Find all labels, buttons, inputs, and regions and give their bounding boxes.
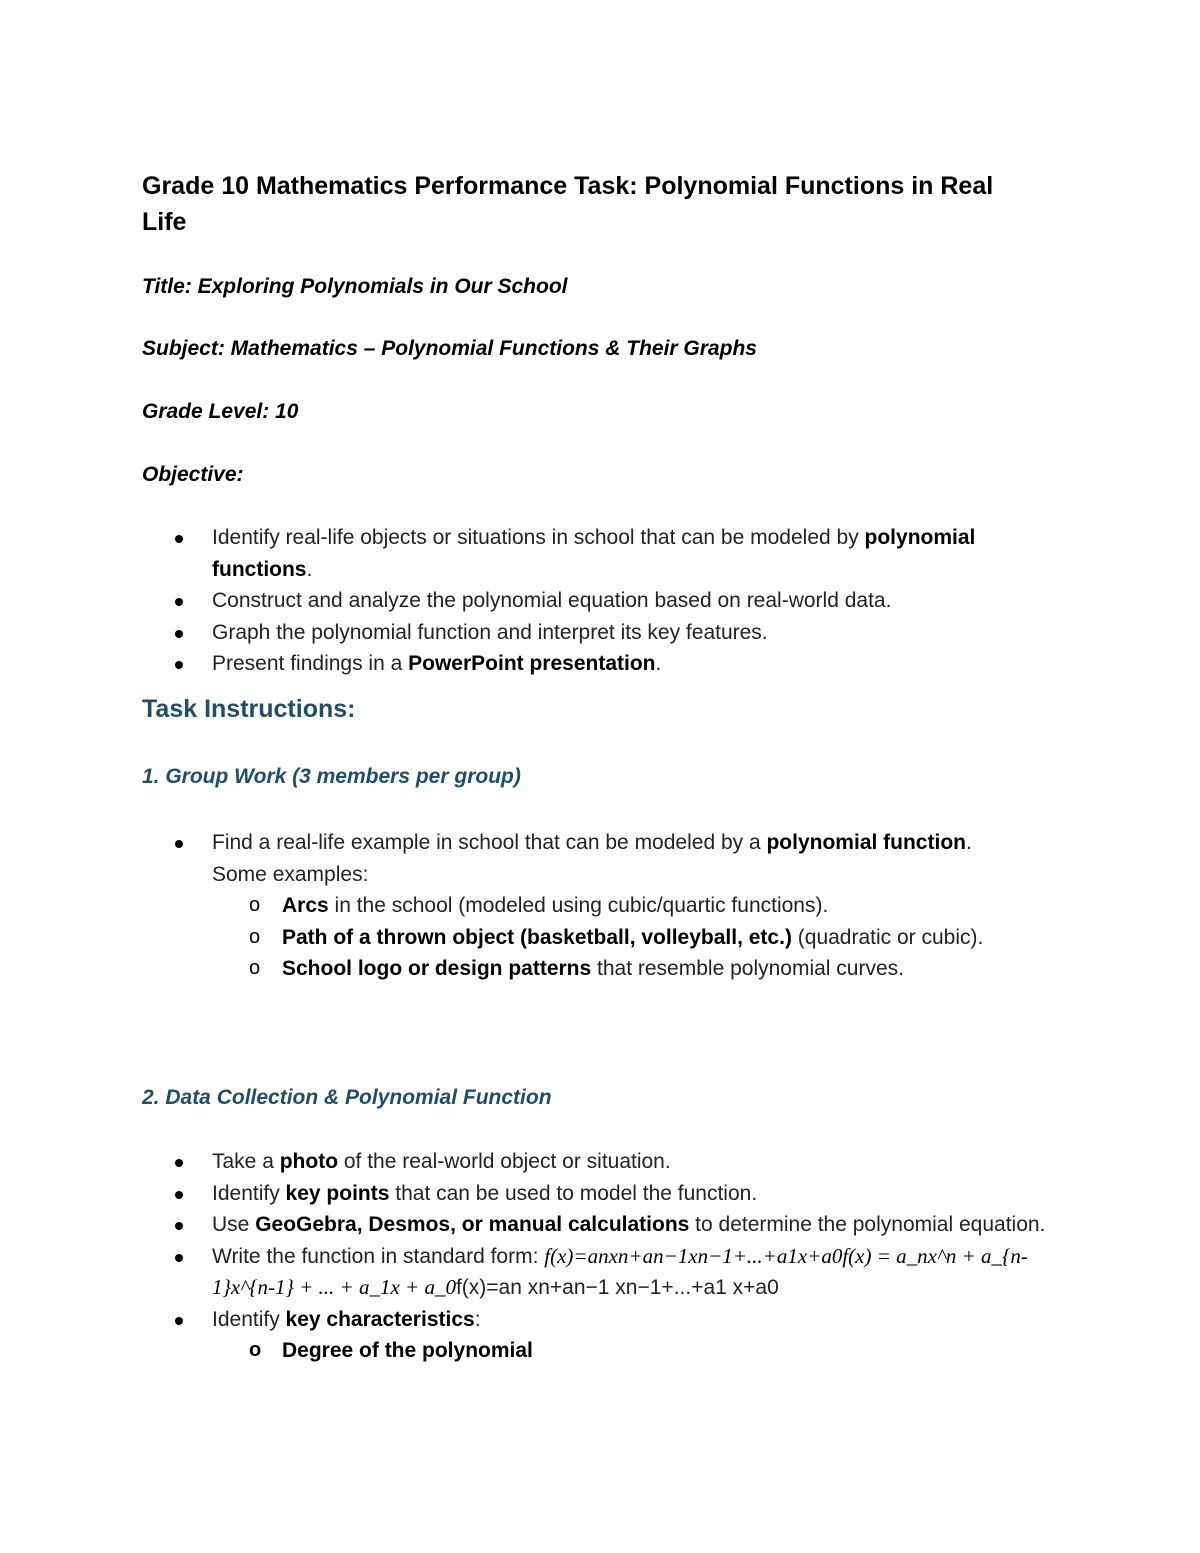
list-item: Construct and analyze the polynomial equation based on real-world data. xyxy=(142,585,1012,617)
list-item: o Arcs in the school (modeled using cubic/quartic functions). xyxy=(142,890,1012,922)
title-line: Title: Exploring Polynomials in Our School xyxy=(142,275,568,298)
objectives-list xyxy=(142,522,1012,680)
document-title: Grade 10 Mathematics Performance Task: Polynomial Functions in Real Life xyxy=(142,172,994,236)
objective-heading: Objective: xyxy=(142,463,244,486)
list-item: Present findings in a PowerPoint presentation. xyxy=(142,648,1012,680)
section2-heading: 2. Data Collection & Polynomial Function xyxy=(142,1086,552,1109)
list-item: o Path of a thrown object (basketball, volleyball, etc.) (quadratic or cubic). xyxy=(142,922,1012,954)
list-item: o School logo or design patterns that resemble polynomial curves. xyxy=(142,953,1012,985)
subject-line: Subject: Mathematics – Polynomial Functions & Their Graphs xyxy=(142,337,757,360)
list-item: Use GeoGebra, Desmos, or manual calculations to determine the polynomial equation. xyxy=(142,1209,1054,1241)
sub-bullet-marker: o xyxy=(249,925,261,948)
list-item: Graph the polynomial function and interpret its key features. xyxy=(142,617,1012,649)
sub-bullet-marker: o xyxy=(249,1339,262,1361)
sub-bullet-marker: o xyxy=(249,957,261,979)
grade-level-line: Grade Level: 10 xyxy=(142,400,299,423)
list-item: Identify key characteristics: xyxy=(142,1304,1054,1336)
list-item: Take a photo of the real-world object or situation. xyxy=(142,1146,1054,1178)
standard-form-formula: f(x)=anxn+an−1xn−1+...+a1x+a0f(x) = a_nx^n + a_{n-1}x^{n-1} + ... + a_1x + a_0 xyxy=(212,1243,1028,1299)
sub-bullet-marker: o xyxy=(249,894,261,916)
list-item: Identify key points that can be used to model the function. xyxy=(142,1178,1054,1210)
list-item: Find a real-life example in school that can be modeled by a polynomial function. Some examples: xyxy=(142,827,1012,890)
section1-heading: 1. Group Work (3 members per group) xyxy=(142,765,521,788)
list-item: Write the function in standard form: f(x)=anxn+an−1xn−1+...+a1x+a0f(x) = a_nx^n + a_{n-1}x^{n-1} + ... + a_1x + a_0f(x)=an xn+an−1 xn−1+...+a1 x+a0 xyxy=(142,1241,1054,1304)
list-item: Identify real-life objects or situations in school that can be modeled by polynomial functions. xyxy=(142,522,1012,585)
section1-list xyxy=(142,827,1012,985)
list-item: o Degree of the polynomial xyxy=(142,1335,1054,1367)
section2-list xyxy=(142,1146,1054,1367)
task-instructions-heading: Task Instructions: xyxy=(142,695,356,723)
